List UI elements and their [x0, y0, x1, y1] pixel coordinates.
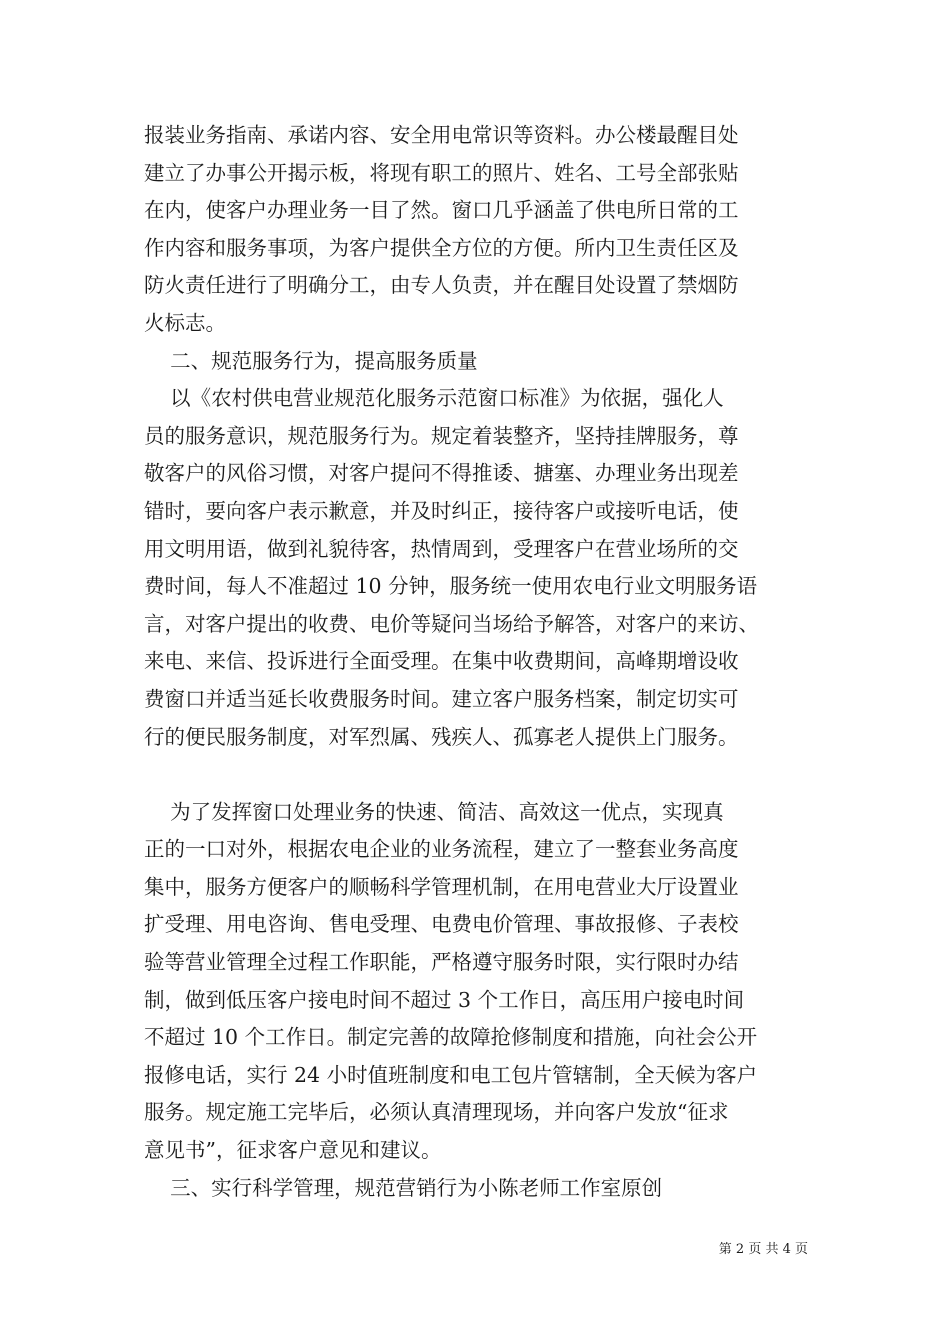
- text-line: 验等营业管理全过程工作职能，严格遵守服务时限，实行限时办结: [144, 950, 739, 975]
- text-line: 集中，服务方便客户的顺畅科学管理机制，在用电营业大厅设置业: [144, 874, 739, 899]
- text-line: 在内，使客户办理业务一目了然。窗口几乎涵盖了供电所日常的工: [144, 198, 739, 223]
- text-line: [144, 756, 814, 794]
- text-line: 制，做到低压客户接电时间不超过 3 个工作日，高压用户接电时间: [144, 987, 745, 1012]
- text-line: 言，对客户提出的收费、电价等疑问当场给予解答，对客户的来访、: [144, 611, 759, 636]
- text-line: 扩受理、用电咨询、售电受理、电费电价管理、事故报修、子表校: [144, 912, 739, 937]
- text-line: 以《农村供电营业规范化服务示范窗口标准》为依据，强化人: [144, 386, 724, 411]
- document-body: [144, 117, 814, 1207]
- text-line: 火标志。: [144, 310, 226, 335]
- text-line: 意见书”，征求客户意见和建议。: [144, 1138, 442, 1163]
- text-line: 服务。规定施工完毕后，必须认真清理现场，并向客户发放“征求: [144, 1100, 729, 1125]
- text-line: 费窗口并适当延长收费服务时间。建立客户服务档案，制定切实可: [144, 686, 739, 711]
- text-line: 行的便民服务制度，对军烈属、残疾人、孤寡老人提供上门服务。: [144, 724, 739, 749]
- text-line: 作内容和服务事项，为客户提供全方位的方便。所内卫生责任区及: [144, 235, 739, 260]
- text-line: 防火责任进行了明确分工，由专人负责，并在醒目处设置了禁烟防: [144, 273, 739, 298]
- text-line: 为了发挥窗口处理业务的快速、简洁、高效这一优点，实现真: [144, 799, 724, 824]
- text-line: 用文明用语，做到礼貌待客，热情周到，受理客户在营业场所的交: [144, 536, 739, 561]
- page-number: 第 2 页 共 4 页: [718, 1242, 808, 1257]
- text-line: 不超过 10 个工作日。制定完善的故障抢修制度和措施，向社会公开: [144, 1025, 758, 1050]
- text-line: 报修电话，实行 24 小时值班制度和电工包片管辖制，全天候为客户: [144, 1062, 758, 1087]
- text-line: 建立了办事公开揭示板，将现有职工的照片、姓名、工号全部张贴: [144, 160, 739, 185]
- text-line: 正的一口对外，根据农电企业的业务流程，建立了一整套业务高度: [144, 837, 739, 862]
- text-line: 员的服务意识，规范服务行为。规定着装整齐，坚持挂牌服务，尊: [144, 423, 739, 448]
- text-line: 错时，要向客户表示歉意，并及时纠正，接待客户或接听电话，使: [144, 498, 739, 523]
- text-line: 敬客户的风俗习惯，对客户提问不得推诿、搪塞、办理业务出现差: [144, 461, 739, 486]
- text-line: 费时间，每人不准超过 10 分钟，服务统一使用农电行业文明服务语: [144, 574, 758, 599]
- text-line: 三、实行科学管理，规范营销行为小陈老师工作室原创: [144, 1175, 663, 1200]
- text-line: 二、规范服务行为，提高服务质量: [144, 348, 478, 373]
- text-line: 报装业务指南、承诺内容、安全用电常识等资料。办公楼最醒目处: [144, 123, 739, 147]
- text-line: 来电、来信、投诉进行全面受理。在集中收费期间，高峰期增设收: [144, 649, 739, 674]
